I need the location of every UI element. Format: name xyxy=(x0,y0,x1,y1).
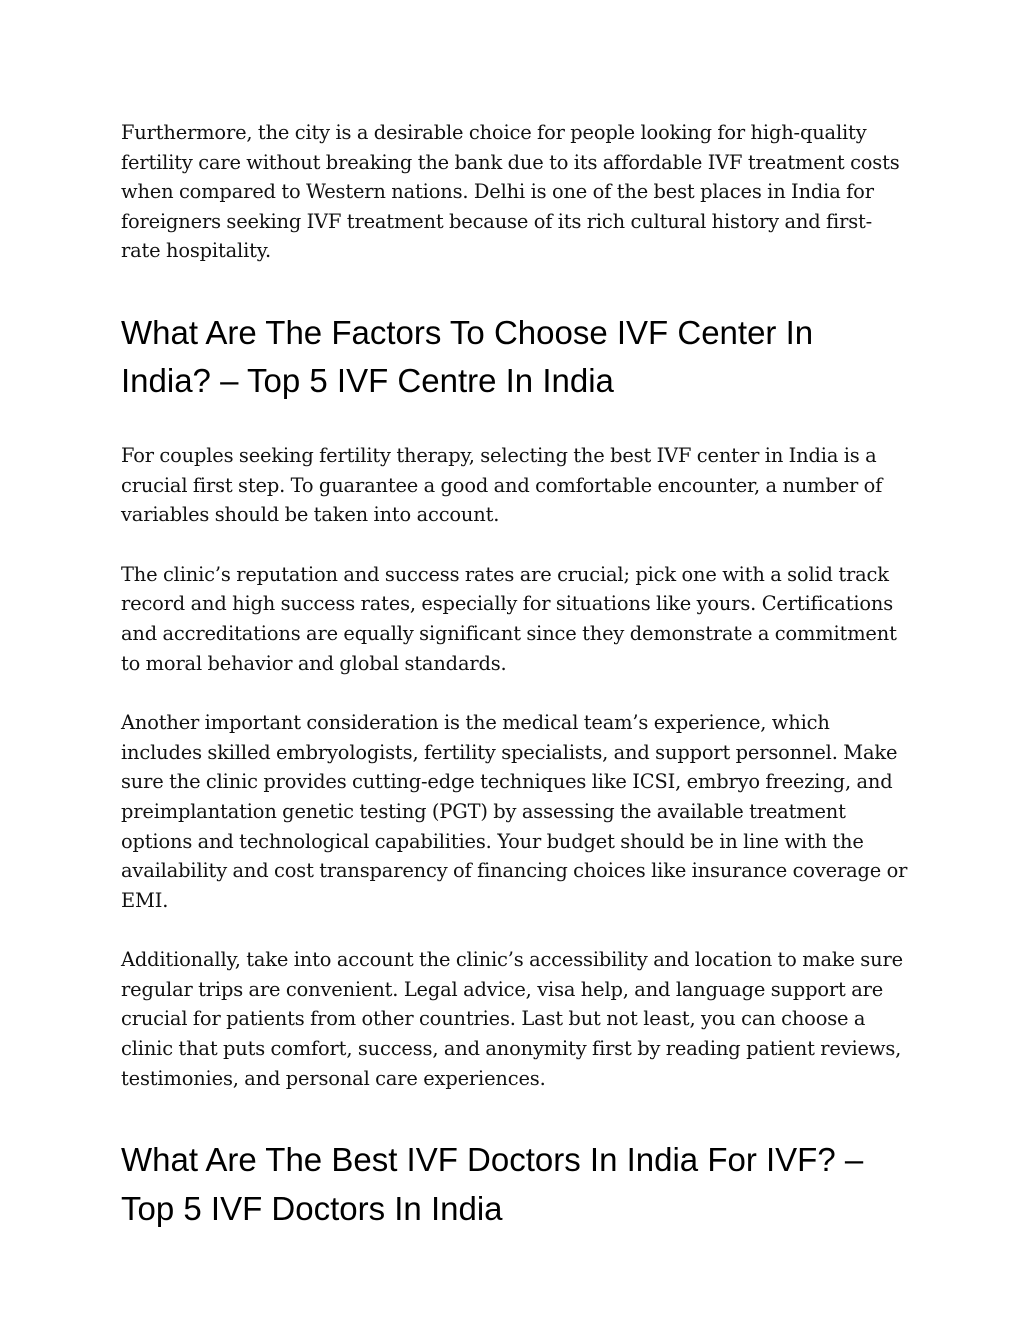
paragraph-accessibility-location: Additionally, take into account the clinic’s accessibility and location to make sure regular trips are convenient. Legal advice, visa help, and language support are crucial for patients from other countries. Last but not least, you can choose a clinic that puts comfort, success, and anonymity first by reading patient reviews, testimonies, and personal care experiences. xyxy=(121,948,903,1090)
heading-factors-ivf-center: What Are The Factors To Choose IVF Center In India? – Top 5 IVF Centre In India xyxy=(121,313,814,400)
paragraph-medical-team: Another important consideration is the medical team’s experience, which includes skilled embryologists, fertility specialists, and support personnel. Make sure the clinic provides cutting-edge techniques like ICSI, embryo freezing, and preimplantation genetic testing (PGT) by assessing the available treatment options and technological capabilities. Your budget should be in line with the availability and cost transparency of financing choices like insurance coverage or EMI. xyxy=(121,711,908,912)
paragraph-selecting-center: For couples seeking fertility therapy, selecting the best IVF center in India is a crucial first step. To guarantee a good and comfortable encounter, a number of variables should be taken into account. xyxy=(121,443,883,527)
document-body xyxy=(121,118,911,1233)
paragraph-reputation-success: The clinic’s reputation and success rates are crucial; pick one with a solid track record and high success rates, especially for situations like yours. Certifications and accreditations are equally significant since they demonstrate a commitment to moral behavior and global standards. xyxy=(121,562,897,675)
paragraph-affordable-costs: Furthermore, the city is a desirable choice for people looking for high-quality fertility care without breaking the bank due to its affordable IVF treatment costs when compared to Western nations. Delhi is one of the best places in India for foreigners seeking IVF treatment because of its rich cultural history and first-rate hospitality. xyxy=(121,121,900,263)
heading-best-ivf-doctors: What Are The Best IVF Doctors In India For IVF? – Top 5 IVF Doctors In India xyxy=(121,1141,864,1227)
